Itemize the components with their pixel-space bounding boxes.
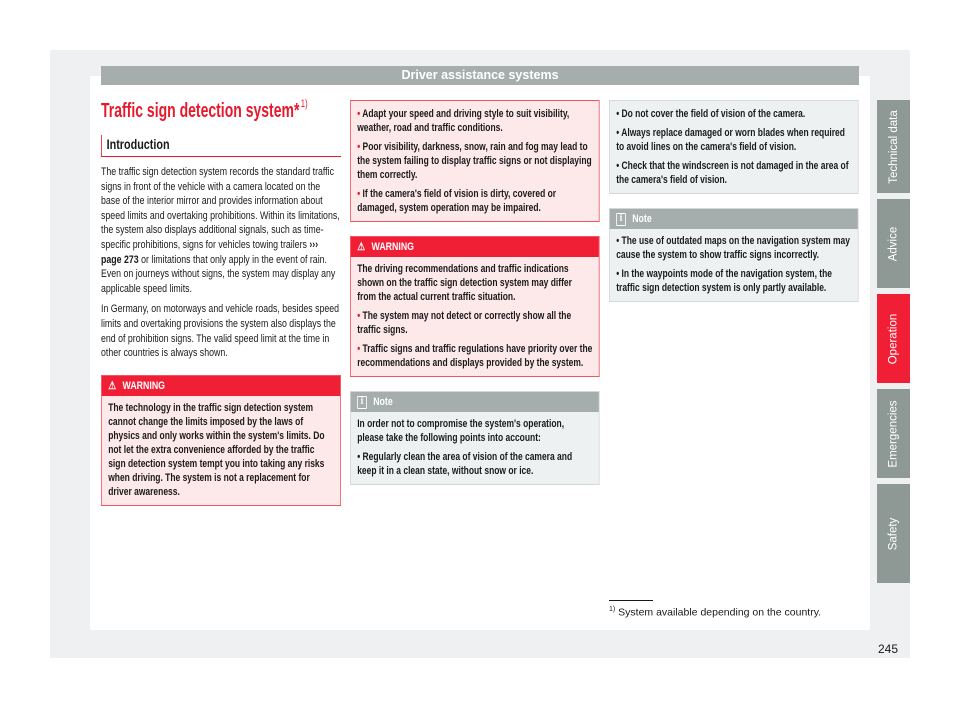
note-box-1: [350, 391, 600, 485]
right-column: [609, 100, 859, 316]
list-item: • Check that the windscreen is not damaged in the area of the camera's field of vision.: [616, 160, 849, 186]
tab-emergencies[interactable]: Emergencies: [877, 389, 910, 478]
list-item: • In the waypoints mode of the navigation system, the traffic sign detection system is only partly available.: [616, 268, 833, 294]
left-column: [101, 135, 341, 520]
note-box-2: [609, 208, 859, 302]
list-item: • If the camera's field of vision is dirty, covered or damaged, system operation may be impaired.: [357, 188, 557, 214]
warning-box-2: [350, 236, 600, 377]
tab-advice[interactable]: Advice: [877, 199, 910, 288]
list-item: • Do not cover the field of vision of the camera.: [616, 108, 806, 120]
footnote: $^{1)}$ System available depending on the country.: [609, 606, 822, 619]
warning-box-1-continued: [350, 100, 600, 222]
note-text: In order not to compromise the system's operation, please take the following points into account:: [357, 418, 565, 444]
warning-header: ⚠ WARNING: [102, 376, 340, 396]
info-icon: i: [357, 396, 367, 409]
info-icon: i: [616, 213, 626, 226]
warning-triangle-icon: ⚠: [108, 379, 117, 392]
intro-paragraph-1: The traffic sign detection system records the standard traffic signs in front of the vehicle with a camera located on the base of the interior mirror and provides information about speed limits and overtaking prohibitions. Within its limitations, the system also displays additional signals, such as time-specific prohibitions, signs for vehicles towing trailers ››› page 273 or limitations that only apply in the event of rain. Even on journeys without signs, the system may display any applicable speed limits.: [101, 166, 340, 295]
page-title: [101, 100, 308, 123]
section-header: Driver assistance systems: [101, 66, 859, 85]
page-number: 245: [878, 642, 899, 656]
footnote-divider: [609, 600, 653, 601]
warning-box-1: [101, 375, 341, 506]
warning-triangle-icon: ⚠: [357, 241, 366, 253]
list-item: • Adapt your speed and driving style to suit visibility, weather, road and traffic conditions.: [357, 108, 570, 134]
intro-text: [101, 165, 341, 361]
list-item: • Always replace damaged or worn blades when required to avoid lines on the camera's field of vision.: [616, 127, 845, 153]
footnote-ref[interactable]: 1): [300, 98, 308, 110]
tab-operation[interactable]: Operation: [877, 294, 910, 383]
intro-paragraph-2: In Germany, on motorways and vehicle roads, besides speed limits and overtaking provisions the system also displays the end of prohibition signs. The valid speed limit at the time in other countries is always shown.: [101, 303, 340, 360]
note-box-1-continued: [609, 100, 859, 194]
list-item: • The system may not detect or correctly show all the traffic signs.: [357, 310, 572, 336]
list-item: • The use of outdated maps on the navigation system may cause the system to show traffic signs incorrectly.: [616, 235, 850, 261]
warning-text: The technology in the traffic sign detection system cannot change the limits imposed by the laws of physics and only works within the system's limits. Do not let the extra convenience afforded by the traffic sign detection system tempt you into taking any risks when driving. The system is not a replacement for driver awareness.: [108, 401, 325, 498]
warning-text: The driving recommendations and traffic indications shown on the traffic sign detection system may differ from the actual current traffic situation.: [357, 263, 572, 303]
list-item: • Regularly clean the area of vision of the camera and keep it in a clean state, without snow or ice.: [357, 451, 573, 477]
warning-header: ⚠ WARNING: [351, 237, 599, 257]
tab-safety[interactable]: Safety: [877, 484, 910, 583]
note-header: i Note: [610, 209, 858, 229]
page-link[interactable]: ››› page 273: [101, 238, 319, 266]
note-header: i Note: [351, 392, 599, 412]
subheading: Introduction: [101, 135, 341, 157]
list-item: • Poor visibility, darkness, snow, rain and fog may lead to the system failing to display traffic signs or not displaying them correctly.: [357, 141, 592, 181]
tab-technical-data[interactable]: Technical data: [877, 100, 910, 193]
list-item: • Traffic signs and traffic regulations have priority over the recommendations and displays provided by the system.: [357, 343, 593, 369]
title-text: Traffic sign detection system*: [101, 100, 300, 122]
middle-column: [350, 100, 600, 499]
